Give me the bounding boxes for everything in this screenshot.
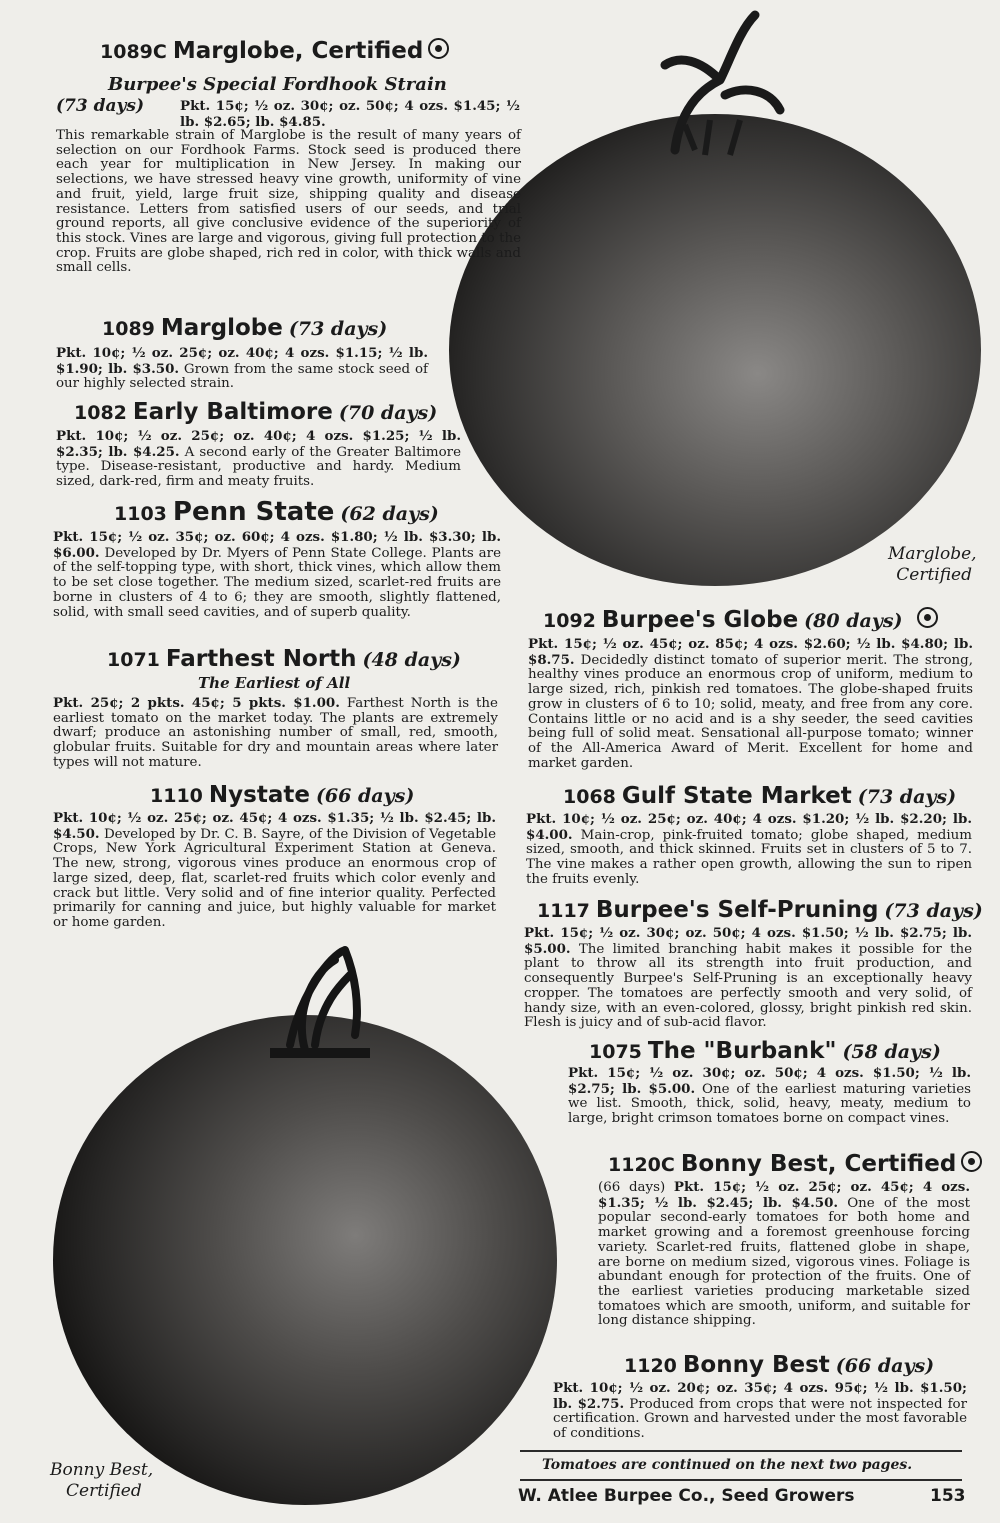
certified-icon xyxy=(917,607,938,628)
entry-days: (73 days) xyxy=(288,318,388,340)
entry-name: Bonny Best xyxy=(682,1352,830,1378)
entry-name: The "Burbank" xyxy=(647,1038,837,1064)
footer-rule-bottom xyxy=(520,1479,962,1481)
entry-1082-heading xyxy=(74,399,437,425)
entry-1120c-heading xyxy=(608,1151,982,1177)
entry-1089c-price: Pkt. 15¢; ½ oz. 30¢; oz. 50¢; 4 ozs. $1.45; ½ lb. $2.65; lb. $4.85. xyxy=(180,98,520,130)
entry-1089c-subtitle: Burpee's Special Fordhook Strain xyxy=(108,74,447,95)
entry-number: 1075 xyxy=(589,1041,642,1063)
entry-1089-heading xyxy=(102,315,387,341)
entry-name: Marglobe xyxy=(160,315,283,341)
entry-number: 1120 xyxy=(624,1355,677,1377)
footer-rule-top xyxy=(520,1450,962,1452)
entry-1071-heading xyxy=(107,646,461,672)
entry-days: (62 days) xyxy=(340,503,439,525)
entry-number: 1120C xyxy=(608,1154,675,1176)
entry-days: (73 days) xyxy=(884,900,983,922)
entry-days: (70 days) xyxy=(338,402,438,424)
entry-days: (58 days) xyxy=(842,1041,941,1063)
entry-1103-description: Pkt. 15¢; ½ oz. 35¢; oz. 60¢; 4 ozs. $1.80; ½ lb. $3.30; lb. $6.00. Developed by Dr. Myers of Penn State College. Plants are of the self-topping type, with short, thick vines, which allow them to be set close together. The medium sized, scarlet-red fruits are borne in clusters of 4 to 6; they are smooth, slightly flattened, solid, with small seed cavities, and of superb quality. xyxy=(53,529,501,620)
entry-days: (73 days) xyxy=(857,786,957,808)
entry-name: Nystate xyxy=(208,782,310,808)
bonny-best-caption: Bonny Best, Certified xyxy=(50,1460,154,1501)
entry-name: Gulf State Market xyxy=(621,783,852,809)
entry-1089-description: Pkt. 10¢; ½ oz. 25¢; oz. 40¢; 4 ozs. $1.15; ½ lb. $1.90; lb. $3.50. Grown from the same stock seed of our highly selected strain. xyxy=(56,345,428,392)
entry-name: Burpee's Globe xyxy=(601,607,799,633)
entry-1120-heading xyxy=(624,1352,934,1378)
entry-1120c-description: (66 days) Pkt. 15¢; ½ oz. 25¢; oz. 45¢; 4 ozs. $1.35; ½ lb. $2.45; lb. $4.50. One of the most popular second-early tomatoes for both home and market growing and a foremost greenhouse forcing variety. Scarlet-red fruits, flattened globe in shape, are borne on medium sized, vigorous vines. Foliage is abundant enough for protection of the fruits. One of the earliest varieties producing marketable sized tomatoes which are smooth, uniform, and suitable for long distance shipping. xyxy=(598,1179,970,1329)
entry-1089c-heading xyxy=(100,38,449,64)
entry-1075-heading xyxy=(589,1038,941,1064)
footer-company: W. Atlee Burpee Co., Seed Growers xyxy=(518,1486,855,1506)
entry-1120-description: Pkt. 10¢; ½ oz. 20¢; oz. 35¢; 4 ozs. 95¢; ½ lb. $1.50; lb. $2.75. Produced from crops that were not inspected for certification. Grown and harvested under the most favorable of conditions. xyxy=(553,1380,968,1442)
entry-1103-heading xyxy=(114,497,439,527)
entry-number: 1071 xyxy=(107,649,160,671)
certified-icon xyxy=(961,1151,982,1172)
entry-1089c-description: This remarkable strain of Marglobe is the result of many years of selection on our Fordhook Farms. Stock seed is produced there each year for multiplication in New Jersey. In making our selections, we have stressed heavy vine growth, uniformity of vine and fruit, yield, large fruit size, shipping quality and disease resistance. Letters from satisfied users of our seeds, and trial ground reports, all give conclusive evidence of the superiority of this stock. Vines are large and vigorous, giving full protection to the crop. Fruits are globe shaped, rich red in color, with thick walls and small cells. xyxy=(56,128,521,276)
entry-name: Marglobe, Certified xyxy=(172,38,424,64)
entry-name: Farthest North xyxy=(165,646,357,672)
entry-name: Early Baltimore xyxy=(132,399,333,425)
entry-1117-description: Pkt. 15¢; ½ oz. 30¢; oz. 50¢; 4 ozs. $1.50; ½ lb. $2.75; lb. $5.00. The limited branching habit makes it possible for the plant to throw all its strength into fruit production, and consequently Burpee's Self-Pruning is an exceptionally heavy cropper. The tomatoes are perfectly smooth and very solid, of handy size, with an even-colored, glossy, bright pinkish red skin. Flesh is juicy and of sub-acid flavor. xyxy=(524,925,972,1031)
entry-name: Penn State xyxy=(172,497,335,527)
bonny-best-tomato-illustration xyxy=(40,935,600,1515)
entry-days: (80 days) xyxy=(804,610,903,632)
entry-1075-description: Pkt. 15¢; ½ oz. 30¢; oz. 50¢; 4 ozs. $1.50; ½ lb. $2.75; lb. $5.00. One of the earliest maturing varieties we list. Smooth, thick, solid, heavy, meaty, medium to large, bright crimson tomatoes borne on compact vines. xyxy=(568,1065,971,1127)
entry-days: (48 days) xyxy=(362,649,461,671)
entry-1117-heading xyxy=(537,897,983,923)
entry-number: 1103 xyxy=(114,503,167,525)
certified-icon xyxy=(428,38,449,59)
entry-name: Burpee's Self-Pruning xyxy=(595,897,879,923)
entry-1092-heading xyxy=(543,607,938,633)
entry-number: 1117 xyxy=(537,900,590,922)
entry-1092-description: Pkt. 15¢; ½ oz. 45¢; oz. 85¢; 4 ozs. $2.60; ½ lb. $4.80; lb. $8.75. Decidedly distinct tomato of superior merit. The strong, healthy vines produce an enormous crop of uniform, medium to large sized, rich, pinkish red tomatoes. The globe-shaped fruits grow in clusters of 6 to 10; solid, meaty, and free from any core. Contains little or no acid and is a shy seeder, the seed cavities being full of solid meat. Sensational all-purpose tomato; winner of the All-America Award of Merit. Excellent for home and market garden. xyxy=(528,636,973,771)
entry-days: (66 days) xyxy=(835,1355,935,1377)
entry-number: 1092 xyxy=(543,610,596,632)
entry-1068-heading xyxy=(563,783,956,809)
entry-1082-description: Pkt. 10¢; ½ oz. 25¢; oz. 40¢; 4 ozs. $1.25; ½ lb. $2.35; lb. $4.25. A second early of the Greater Baltimore type. Disease-resistant, productive and hardy. Medium sized, dark-red, firm and meaty fruits. xyxy=(56,428,461,490)
marglobe-tomato-illustration xyxy=(440,0,1000,600)
entry-1071-description: Pkt. 25¢; 2 pkts. 45¢; 5 pkts. $1.00. Farthest North is the earliest tomato on the market today. The plants are extremely dwarf; produce an astonishing number of small, red, smooth, globular fruits. Suitable for dry and mountain areas where later types will not mature. xyxy=(53,695,498,770)
page-number: 153 xyxy=(930,1486,966,1506)
entry-1110-heading xyxy=(150,782,414,808)
entry-1071-subtitle: The Earliest of All xyxy=(198,674,351,692)
entry-number: 1068 xyxy=(563,786,616,808)
footer-continued-note: Tomatoes are continued on the next two pages. xyxy=(542,1457,913,1473)
entry-number: 1089 xyxy=(102,318,155,340)
marglobe-caption: Marglobe, Certified xyxy=(888,544,977,585)
entry-1089c-days: (73 days) xyxy=(56,96,145,116)
entry-number: 1110 xyxy=(150,785,203,807)
entry-1110-description: Pkt. 10¢; ½ oz. 25¢; oz. 45¢; 4 ozs. $1.35; ½ lb. $2.45; lb. $4.50. Developed by Dr. C. B. Sayre, of the Division of Vegetable Crops, New York Agricultural Experiment Station at Geneva. The new, strong, vigorous vines produce an enormous crop of large sized, deep, flat, scarlet-red fruits which color evenly and crack but little. Very solid and of fine interior quality. Perfected primarily for canning and juice, but highly valuable for market or home garden. xyxy=(53,810,496,930)
entry-name: Bonny Best, Certified xyxy=(680,1151,957,1177)
entry-days: (66 days) xyxy=(315,785,415,807)
entry-number: 1089C xyxy=(100,41,167,63)
entry-number: 1082 xyxy=(74,402,127,424)
entry-1068-description: Pkt. 10¢; ½ oz. 25¢; oz. 40¢; 4 ozs. $1.20; ½ lb. $2.20; lb. $4.00. Main-crop, pink-fruited tomato; globe shaped, medium sized, smooth, and thick skinned. Fruits set in clusters of 5 to 7. The vine makes a rather open growth, allowing the sun to ripen the fruits evenly. xyxy=(526,811,972,887)
